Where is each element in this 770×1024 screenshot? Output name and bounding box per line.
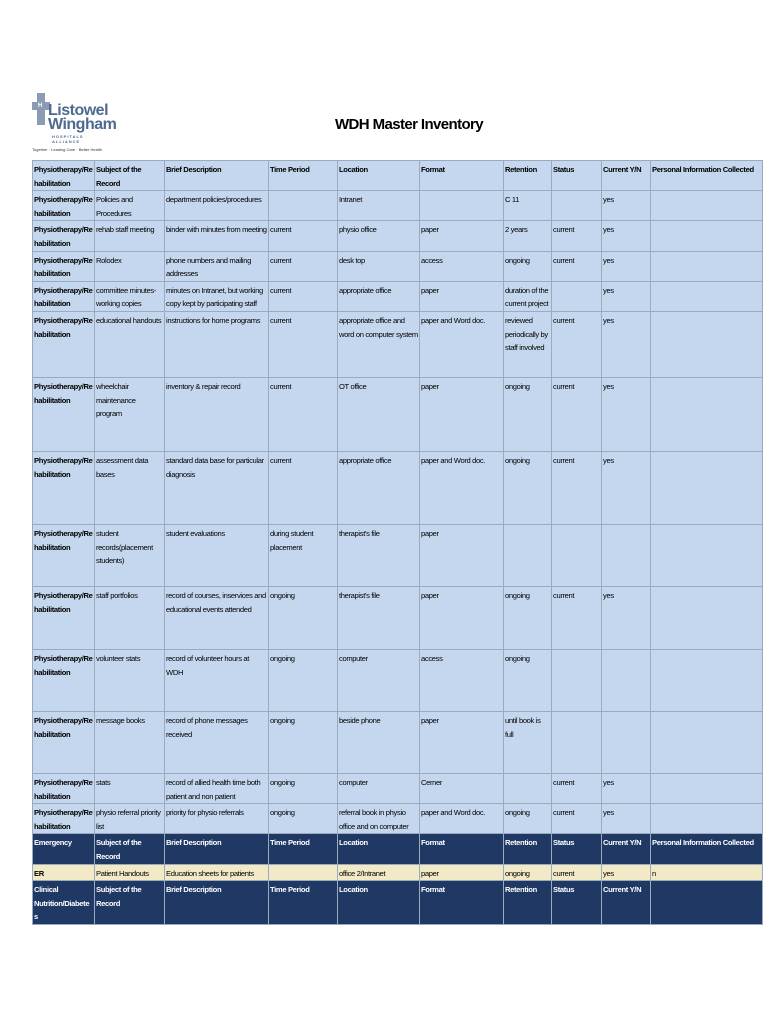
cell-retention: reviewed periodically by staff involved <box>504 311 552 377</box>
cell-format: paper <box>420 377 504 451</box>
table-row <box>33 524 763 586</box>
cell-desc: department policies/procedures <box>165 191 269 221</box>
cell-status <box>552 649 602 711</box>
cell-period <box>269 864 338 881</box>
cell-status <box>552 524 602 586</box>
cell-location: physio office <box>338 221 420 251</box>
column-header-desc: Brief Description <box>165 161 269 191</box>
cell-status: current <box>552 251 602 281</box>
cell-format: paper <box>420 864 504 881</box>
cell-period: ongoing <box>269 649 338 711</box>
cell-desc: record of allied health time both patient and non patient <box>165 773 269 803</box>
cell-current: yes <box>602 773 651 803</box>
cell-subject: message books <box>95 711 165 773</box>
cell-period: current <box>269 377 338 451</box>
cell-dept: Physiotherapy/Rehabilitation <box>33 251 95 281</box>
column-header-pic: Personal Information Collected <box>651 161 763 191</box>
cell-desc: instructions for home programs <box>165 311 269 377</box>
cell-dept: Physiotherapy/Rehabilitation <box>33 191 95 221</box>
cell-retention: ongoing <box>504 377 552 451</box>
table-row <box>33 377 763 451</box>
header-cell-status: Status <box>552 881 602 925</box>
cell-status <box>552 711 602 773</box>
cell-current: yes <box>602 451 651 524</box>
header-cell-period: Time Period <box>269 834 338 864</box>
header-cell-dept: Clinical Nutrition/Diabetes <box>33 881 95 925</box>
cell-status: current <box>552 451 602 524</box>
cell-retention: until book is full <box>504 711 552 773</box>
cell-pic <box>651 191 763 221</box>
cell-current: yes <box>602 586 651 649</box>
cell-location: therapist's file <box>338 524 420 586</box>
header-cell-format: Format <box>420 881 504 925</box>
cell-period: current <box>269 251 338 281</box>
cell-format: paper and Word doc. <box>420 451 504 524</box>
cell-period: ongoing <box>269 711 338 773</box>
cell-period: during student placement <box>269 524 338 586</box>
cell-format: access <box>420 649 504 711</box>
cell-format: paper <box>420 586 504 649</box>
cell-status <box>552 191 602 221</box>
cell-current: yes <box>602 864 651 881</box>
cell-dept: Physiotherapy/Rehabilitation <box>33 649 95 711</box>
cell-location: OT office <box>338 377 420 451</box>
header-cell-dept: Emergency <box>33 834 95 864</box>
cell-dept: Physiotherapy/Rehabilitation <box>33 524 95 586</box>
cell-dept: Physiotherapy/Rehabilitation <box>33 586 95 649</box>
cell-retention <box>504 524 552 586</box>
cell-desc: record of phone messages received <box>165 711 269 773</box>
cell-location: office 2/Intranet <box>338 864 420 881</box>
header-cell-subject: Subject of the Record <box>95 881 165 925</box>
cell-current: yes <box>602 311 651 377</box>
table-row <box>33 773 763 803</box>
cell-pic <box>651 451 763 524</box>
cell-format: paper <box>420 711 504 773</box>
header-cell-retention: Retention <box>504 834 552 864</box>
cell-current: yes <box>602 804 651 834</box>
table-row <box>33 711 763 773</box>
header-cell-desc: Brief Description <box>165 881 269 925</box>
cell-location: beside phone <box>338 711 420 773</box>
header-cell-desc: Brief Description <box>165 834 269 864</box>
cell-retention: ongoing <box>504 649 552 711</box>
emergency-header-row <box>33 834 763 864</box>
cell-retention: ongoing <box>504 451 552 524</box>
cell-location: computer <box>338 649 420 711</box>
cell-location: appropriate office and word on computer system <box>338 311 420 377</box>
cell-pic <box>651 649 763 711</box>
cell-retention: ongoing <box>504 804 552 834</box>
cell-pic <box>651 221 763 251</box>
er-row <box>33 864 763 881</box>
logo-tagline: Together · Leading Care · Better Health <box>32 147 103 152</box>
cell-period: current <box>269 311 338 377</box>
header-cell-location: Location <box>338 834 420 864</box>
cell-pic <box>651 773 763 803</box>
cell-subject: stats <box>95 773 165 803</box>
cell-desc: binder with minutes from meeting <box>165 221 269 251</box>
table-row <box>33 451 763 524</box>
cell-retention: 2 years <box>504 221 552 251</box>
cell-subject: committee minutes-working copies <box>95 281 165 311</box>
cell-period: ongoing <box>269 773 338 803</box>
cell-period: current <box>269 281 338 311</box>
cell-desc: minutes on Intranet, but working copy kept by participating staff <box>165 281 269 311</box>
cell-desc: standard data base for particular diagnosis <box>165 451 269 524</box>
cell-desc: student evaluations <box>165 524 269 586</box>
cell-format: paper and Word doc. <box>420 311 504 377</box>
cell-subject: staff portfolios <box>95 586 165 649</box>
cell-retention <box>504 773 552 803</box>
cell-desc: record of volunteer hours at WDH <box>165 649 269 711</box>
header-cell-current: Current Y/N <box>602 834 651 864</box>
column-header-period: Time Period <box>269 161 338 191</box>
hospital-logo <box>32 93 117 157</box>
cell-status: current <box>552 586 602 649</box>
cell-period: current <box>269 451 338 524</box>
cell-retention: ongoing <box>504 864 552 881</box>
column-header-subject: Subject of the Record <box>95 161 165 191</box>
inventory-table <box>32 160 763 925</box>
cell-dept: Physiotherapy/Rehabilitation <box>33 711 95 773</box>
cell-pic <box>651 711 763 773</box>
cell-desc: priority for physio referrals <box>165 804 269 834</box>
cell-format: paper <box>420 221 504 251</box>
cell-pic <box>651 804 763 834</box>
cell-location: appropriate office <box>338 281 420 311</box>
header-cell-pic: Personal Information Collected <box>651 834 763 864</box>
cell-current: yes <box>602 377 651 451</box>
header-cell-pic <box>651 881 763 925</box>
table-row <box>33 586 763 649</box>
table-row <box>33 251 763 281</box>
cell-desc: record of courses, inservices and educational events attended <box>165 586 269 649</box>
cell-subject: Rolodex <box>95 251 165 281</box>
cell-subject: rehab staff meeting <box>95 221 165 251</box>
cell-dept: Physiotherapy/Rehabilitation <box>33 773 95 803</box>
cell-status: current <box>552 773 602 803</box>
cell-format: paper <box>420 524 504 586</box>
cell-format: access <box>420 251 504 281</box>
header-cell-current: Current Y/N <box>602 881 651 925</box>
cell-current: yes <box>602 281 651 311</box>
cell-retention: duration of the current project <box>504 281 552 311</box>
column-header-current: Current Y/N <box>602 161 651 191</box>
cell-desc: phone numbers and mailing addresses <box>165 251 269 281</box>
cell-location: computer <box>338 773 420 803</box>
cell-dept: Physiotherapy/Rehabilitation <box>33 281 95 311</box>
cell-dept: Physiotherapy/Rehabilitation <box>33 451 95 524</box>
cell-format: paper and Word doc. <box>420 804 504 834</box>
cell-location: referral book in physio office and on computer <box>338 804 420 834</box>
header-cell-retention: Retention <box>504 881 552 925</box>
cell-pic <box>651 311 763 377</box>
cell-subject: physio referral priority list <box>95 804 165 834</box>
header-cell-format: Format <box>420 834 504 864</box>
cell-pic <box>651 281 763 311</box>
cell-pic: n <box>651 864 763 881</box>
cell-pic <box>651 377 763 451</box>
cell-status: current <box>552 864 602 881</box>
cell-dept: Physiotherapy/Rehabilitation <box>33 311 95 377</box>
table-row <box>33 804 763 834</box>
cell-period: ongoing <box>269 586 338 649</box>
cell-format <box>420 191 504 221</box>
header-cell-period: Time Period <box>269 881 338 925</box>
cell-subject: Policies and Procedures <box>95 191 165 221</box>
column-header-retention: Retention <box>504 161 552 191</box>
logo-cross-letter: H <box>38 103 43 109</box>
cell-subject: educational handouts <box>95 311 165 377</box>
header-cell-status: Status <box>552 834 602 864</box>
table-row <box>33 649 763 711</box>
cell-location: therapist's file <box>338 586 420 649</box>
cell-dept: Physiotherapy/Rehabilitation <box>33 221 95 251</box>
cell-retention: C 11 <box>504 191 552 221</box>
cell-dept: Physiotherapy/Rehabilitation <box>33 377 95 451</box>
cell-dept: ER <box>33 864 95 881</box>
logo-name-line1: Listowel <box>48 102 109 119</box>
cell-subject: wheelchair maintenance program <box>95 377 165 451</box>
cell-desc: Education sheets for patients <box>165 864 269 881</box>
column-header-status: Status <box>552 161 602 191</box>
cell-current <box>602 649 651 711</box>
cell-retention: ongoing <box>504 586 552 649</box>
cell-format: Cerner <box>420 773 504 803</box>
column-header-format: Format <box>420 161 504 191</box>
cell-subject: assessment data bases <box>95 451 165 524</box>
cell-current: yes <box>602 191 651 221</box>
column-header-location: Location <box>338 161 420 191</box>
cell-location: appropriate office <box>338 451 420 524</box>
cell-current: yes <box>602 221 651 251</box>
cell-period: current <box>269 221 338 251</box>
cell-pic <box>651 251 763 281</box>
cell-current <box>602 524 651 586</box>
cell-retention: ongoing <box>504 251 552 281</box>
cell-location: desk top <box>338 251 420 281</box>
header-cell-location: Location <box>338 881 420 925</box>
cell-status: current <box>552 311 602 377</box>
logo-alliance: HOSPITALS ALLIANCE <box>52 134 84 144</box>
cell-current <box>602 711 651 773</box>
cell-status: current <box>552 377 602 451</box>
table-row <box>33 281 763 311</box>
cell-status: current <box>552 221 602 251</box>
column-header-row <box>33 161 763 191</box>
cell-period: ongoing <box>269 804 338 834</box>
cell-status <box>552 281 602 311</box>
cell-status: current <box>552 804 602 834</box>
logo-name-line2: Wingham <box>48 116 117 133</box>
table-row <box>33 191 763 221</box>
cell-pic <box>651 524 763 586</box>
table-row <box>33 221 763 251</box>
cell-subject: student records(placement students) <box>95 524 165 586</box>
clinical-nutrition-header-row <box>33 881 763 925</box>
cell-location: Intranet <box>338 191 420 221</box>
cell-dept: Physiotherapy/Rehabilitation <box>33 804 95 834</box>
document-title: WDH Master Inventory <box>335 116 484 133</box>
cell-pic <box>651 586 763 649</box>
column-header-dept: Physiotherapy/Rehabilitation <box>33 161 95 191</box>
cell-subject: volunteer stats <box>95 649 165 711</box>
cell-current: yes <box>602 251 651 281</box>
cell-format: paper <box>420 281 504 311</box>
header-cell-subject: Subject of the Record <box>95 834 165 864</box>
cell-period <box>269 191 338 221</box>
cell-desc: inventory & repair record <box>165 377 269 451</box>
cell-subject: Patient Handouts <box>95 864 165 881</box>
table-row <box>33 311 763 377</box>
